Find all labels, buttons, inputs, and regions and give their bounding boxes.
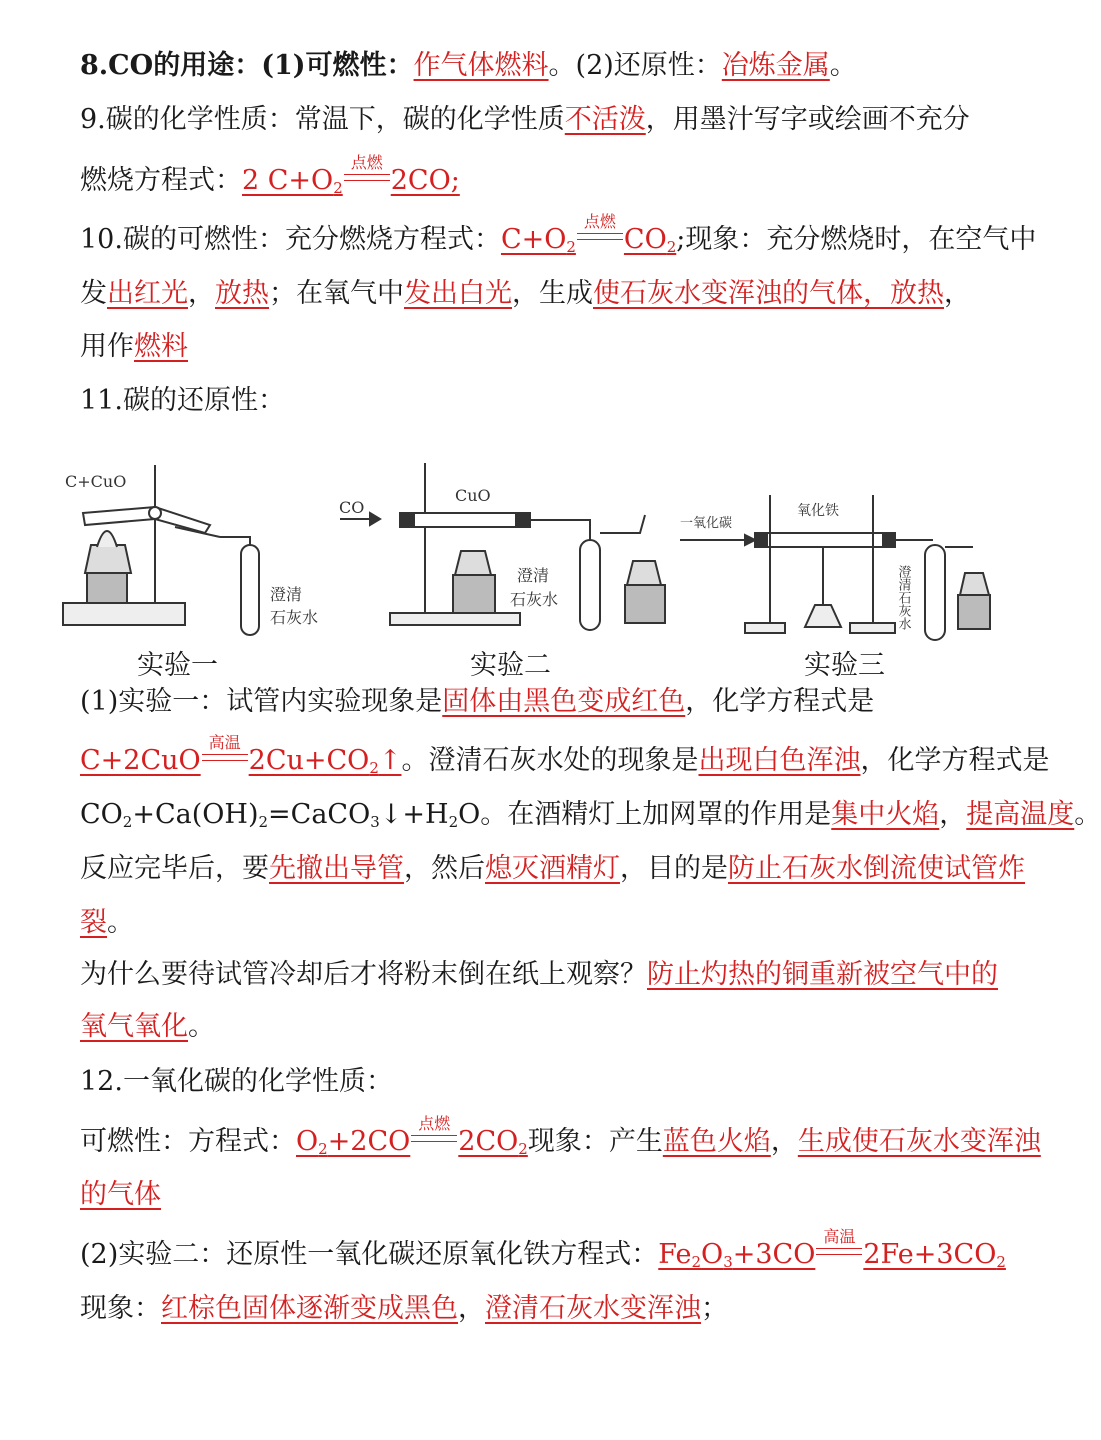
- eq-cond-text: 高温: [823, 1227, 856, 1246]
- fig-e2-water-2: 石灰水: [510, 590, 559, 609]
- s10-line-3: [80, 329, 1020, 365]
- s8-mid: 。(2)还原性：: [548, 50, 722, 81]
- eq-right: 2Cu+CO: [248, 745, 370, 776]
- s11-answer-oxidation-end: 氧气氧化: [80, 1011, 188, 1042]
- eq-cond-text: 点燃: [583, 212, 616, 231]
- eq-right: 2Fe+3CO: [863, 1239, 997, 1270]
- eq-part: +Ca(OH): [132, 799, 259, 830]
- eq-right: 2CO: [458, 1126, 519, 1157]
- eq-sub: 3: [723, 1253, 733, 1271]
- s8-line: [80, 48, 1020, 84]
- s10-answer-fuel: 燃料: [134, 331, 188, 362]
- s10-line-2: [80, 276, 1020, 312]
- s11-answer-crack: 裂: [80, 907, 107, 938]
- s11-equation-cuo: [80, 733, 402, 777]
- apparatus-figure: [55, 455, 1015, 655]
- fig-e3-water: 澄清石灰水: [895, 565, 911, 630]
- eq-left-b: +2CO: [327, 1126, 411, 1157]
- s11-q1-a: (1)实验一：试管内实验现象是: [80, 686, 443, 717]
- s12-answer-limewater: 澄清石灰水变浑浊: [485, 1293, 701, 1324]
- s11-q3-a: 。在酒精灯上加网罩的作用是: [480, 799, 832, 830]
- eq-sub: 3: [370, 813, 380, 831]
- s10-label: 10.碳的可燃性：充分燃烧方程式：: [80, 224, 501, 255]
- s12-l4-a: 现象：: [80, 1293, 161, 1324]
- s11-answer-extinguish-lamp: 熄灭酒精灯: [485, 853, 620, 884]
- s11-answer-white-precipitate: 出现白色浑浊: [698, 745, 861, 776]
- eq-sub: 2: [691, 1253, 702, 1271]
- eq-condition: [816, 1227, 862, 1263]
- fig-e1-water-2: 石灰水: [270, 608, 319, 627]
- s9-equation: [242, 153, 460, 197]
- eq-bars: [577, 233, 623, 240]
- s9-answer-1: 不活泼: [564, 104, 646, 135]
- s12-l1-a: 可燃性：方程式：: [80, 1126, 296, 1157]
- eq-part: CO: [80, 799, 123, 830]
- s11-q6: [80, 957, 1020, 993]
- eq-cond-text: 高温: [208, 733, 241, 752]
- experiment-2-apparatus: [340, 463, 665, 630]
- s9-line-1: [80, 102, 1020, 138]
- eq-sub: 2: [369, 759, 379, 777]
- s11-answer-prevent-backflow: 防止石灰水倒流使试管炸: [728, 853, 1025, 884]
- s9-label: 9.碳的化学性质：常温下，碳的化学性质: [80, 104, 565, 135]
- s11-answer-prevent-oxidation: 防止灼热的铜重新被空气中的: [647, 959, 998, 990]
- s9-rest: ，用墨汁写字或绘画不充分: [645, 104, 970, 135]
- s11-q4-e: ，目的是: [620, 853, 728, 884]
- eq-condition: [202, 733, 248, 769]
- s8-answer-2: 冶炼金属: [721, 50, 830, 81]
- s11-answer-focus-flame: 集中火焰: [831, 799, 940, 830]
- fig-e1-top: C+CuO: [65, 472, 127, 491]
- s11-title: 11.碳的还原性：: [80, 385, 285, 416]
- fig-e3-co: 一氧化碳: [680, 516, 733, 531]
- s11-q2-c: ，化学方程式是: [860, 745, 1050, 776]
- s12-answer-color: 红棕色固体逐渐变成黑色: [161, 1293, 458, 1324]
- s10-answer-white-light: 发出白光: [404, 278, 512, 309]
- eq-left: C+O: [500, 224, 567, 255]
- eq-part: +3CO: [732, 1239, 816, 1270]
- s12-equation-combustion: [296, 1114, 528, 1158]
- eq-left: C+2CuO: [80, 745, 201, 776]
- s10-l2-a: 发: [80, 278, 107, 309]
- eq-bars: [344, 174, 390, 181]
- s10-equation: [500, 212, 677, 256]
- eq-right: CO: [623, 224, 667, 255]
- s11-q3: [80, 797, 1101, 840]
- eq-part: ↓+H: [379, 799, 449, 830]
- caption-experiment-1: 实验一: [137, 650, 218, 681]
- s8-answer-1: 作气体燃料: [413, 50, 549, 81]
- s12-l1-b: 现象：产生: [527, 1126, 663, 1157]
- fig-e2-water-1: 澄清: [517, 566, 550, 585]
- s12-line-1: [80, 1114, 1041, 1167]
- s11-q7-b: 。: [188, 1011, 215, 1042]
- s10-line-1: [80, 212, 1037, 265]
- s10-eq-end: ;: [676, 224, 686, 255]
- s11-q2: [80, 733, 1050, 786]
- eq-sub: 2: [666, 238, 677, 256]
- eq-bars: [816, 1248, 862, 1255]
- s12-line-2: [80, 1177, 1020, 1213]
- s8-label: 8.CO的用途：(1)可燃性：: [80, 50, 414, 81]
- eq-sub: 2: [996, 1253, 1006, 1271]
- eq-part: O: [701, 1239, 724, 1270]
- s11-q2-a: 。澄清石灰水处的现象是: [401, 745, 699, 776]
- s12-l4-e: ；: [701, 1293, 728, 1324]
- s11-q4-c: ，然后: [404, 853, 485, 884]
- s11-answer-color-change: 固体由黑色变成红色: [442, 686, 686, 717]
- eq-bars: [411, 1135, 457, 1142]
- s10-l2-c: ，: [188, 278, 215, 309]
- eq-sub: 2: [122, 813, 133, 831]
- s10-l2-e: ；在氧气中: [269, 278, 404, 309]
- fig-e1-water-1: 澄清: [270, 585, 303, 604]
- s12-l4-c: ，: [458, 1293, 485, 1324]
- s12-answer-gas: 生成使石灰水变浑浊: [797, 1126, 1041, 1157]
- s11-equation-limewater: [80, 799, 480, 830]
- s12-equation-iron: [658, 1227, 1006, 1271]
- s10-l3-a: 用作: [80, 331, 134, 362]
- s11-q3-c: ，: [939, 799, 967, 830]
- s11-answer-raise-temp: 提高温度: [966, 799, 1075, 830]
- s11-q1-c: ，化学方程式是: [685, 686, 875, 717]
- eq-sub: 2: [258, 813, 269, 831]
- s10-l2-i: ，: [944, 278, 971, 309]
- eq-sub: 2: [448, 813, 459, 831]
- s11-q1: [80, 684, 1020, 720]
- eq-part: =CaCO: [268, 799, 371, 830]
- eq-left: 2 C+O: [242, 165, 334, 196]
- gas-arrow-icon: ↑: [378, 745, 402, 776]
- eq-condition: [411, 1114, 457, 1150]
- eq-sub: 2: [566, 238, 576, 256]
- s12-l3-a: (2)实验二：还原性一氧化碳还原氧化铁方程式：: [80, 1239, 659, 1270]
- s10-answer-gas: 使石灰水变浑浊的气体，放热: [593, 278, 944, 309]
- eq-left: O: [296, 1126, 319, 1157]
- s9-line-2: [80, 153, 1020, 206]
- caption-experiment-3: 实验三: [804, 650, 885, 681]
- s8-end: 。: [829, 50, 857, 81]
- s10-answer-heat: 放热: [215, 278, 269, 309]
- eq-part: O: [458, 799, 481, 830]
- s11-q5-b: 。: [107, 907, 134, 938]
- s10-answer-red-light: 出红光: [107, 278, 188, 309]
- eq-bars: [202, 754, 248, 761]
- eq-condition: [344, 153, 390, 189]
- s11-q3-e: 。: [1074, 799, 1101, 830]
- fig-e3-fe: 氧化铁: [797, 503, 839, 519]
- fig-e2-cuo: CuO: [455, 486, 491, 505]
- s9-line2-label: 燃烧方程式：: [80, 165, 242, 196]
- fig-e2-co: CO: [339, 498, 365, 517]
- eq-sub: 2: [518, 1140, 528, 1158]
- s12-line-4: [80, 1291, 1020, 1327]
- s11-q7: [80, 1009, 1020, 1045]
- caption-experiment-2: 实验二: [470, 650, 551, 681]
- s10-rest: 现象：充分燃烧时，在空气中: [685, 224, 1037, 255]
- eq-sub: 2: [318, 1140, 328, 1158]
- eq-cond-text: 点燃: [350, 153, 383, 172]
- s12-l1-d: ，: [770, 1126, 798, 1157]
- s12-title: 12.一氧化碳的化学性质：: [80, 1066, 393, 1097]
- s12-line-3: [80, 1227, 1020, 1280]
- s12-answer-gas-end: 的气体: [80, 1179, 161, 1210]
- s10-l2-g: ，生成: [512, 278, 593, 309]
- eq-condition: [577, 212, 623, 248]
- s11-q5: [80, 905, 1020, 941]
- eq-right: 2CO;: [390, 165, 460, 196]
- eq-sub: 2: [333, 179, 343, 197]
- s11-q4: [80, 851, 1025, 887]
- eq-left: Fe: [658, 1239, 692, 1270]
- s11-q6-question: 为什么要待试管冷却后才将粉末倒在纸上观察？: [80, 959, 647, 990]
- s12-answer-blue-flame: 蓝色火焰: [662, 1126, 771, 1157]
- eq-cond-text: 点燃: [418, 1114, 451, 1133]
- s11-answer-remove-tube: 先撤出导管: [269, 853, 404, 884]
- s11-q4-a: 反应完毕后，要: [80, 853, 269, 884]
